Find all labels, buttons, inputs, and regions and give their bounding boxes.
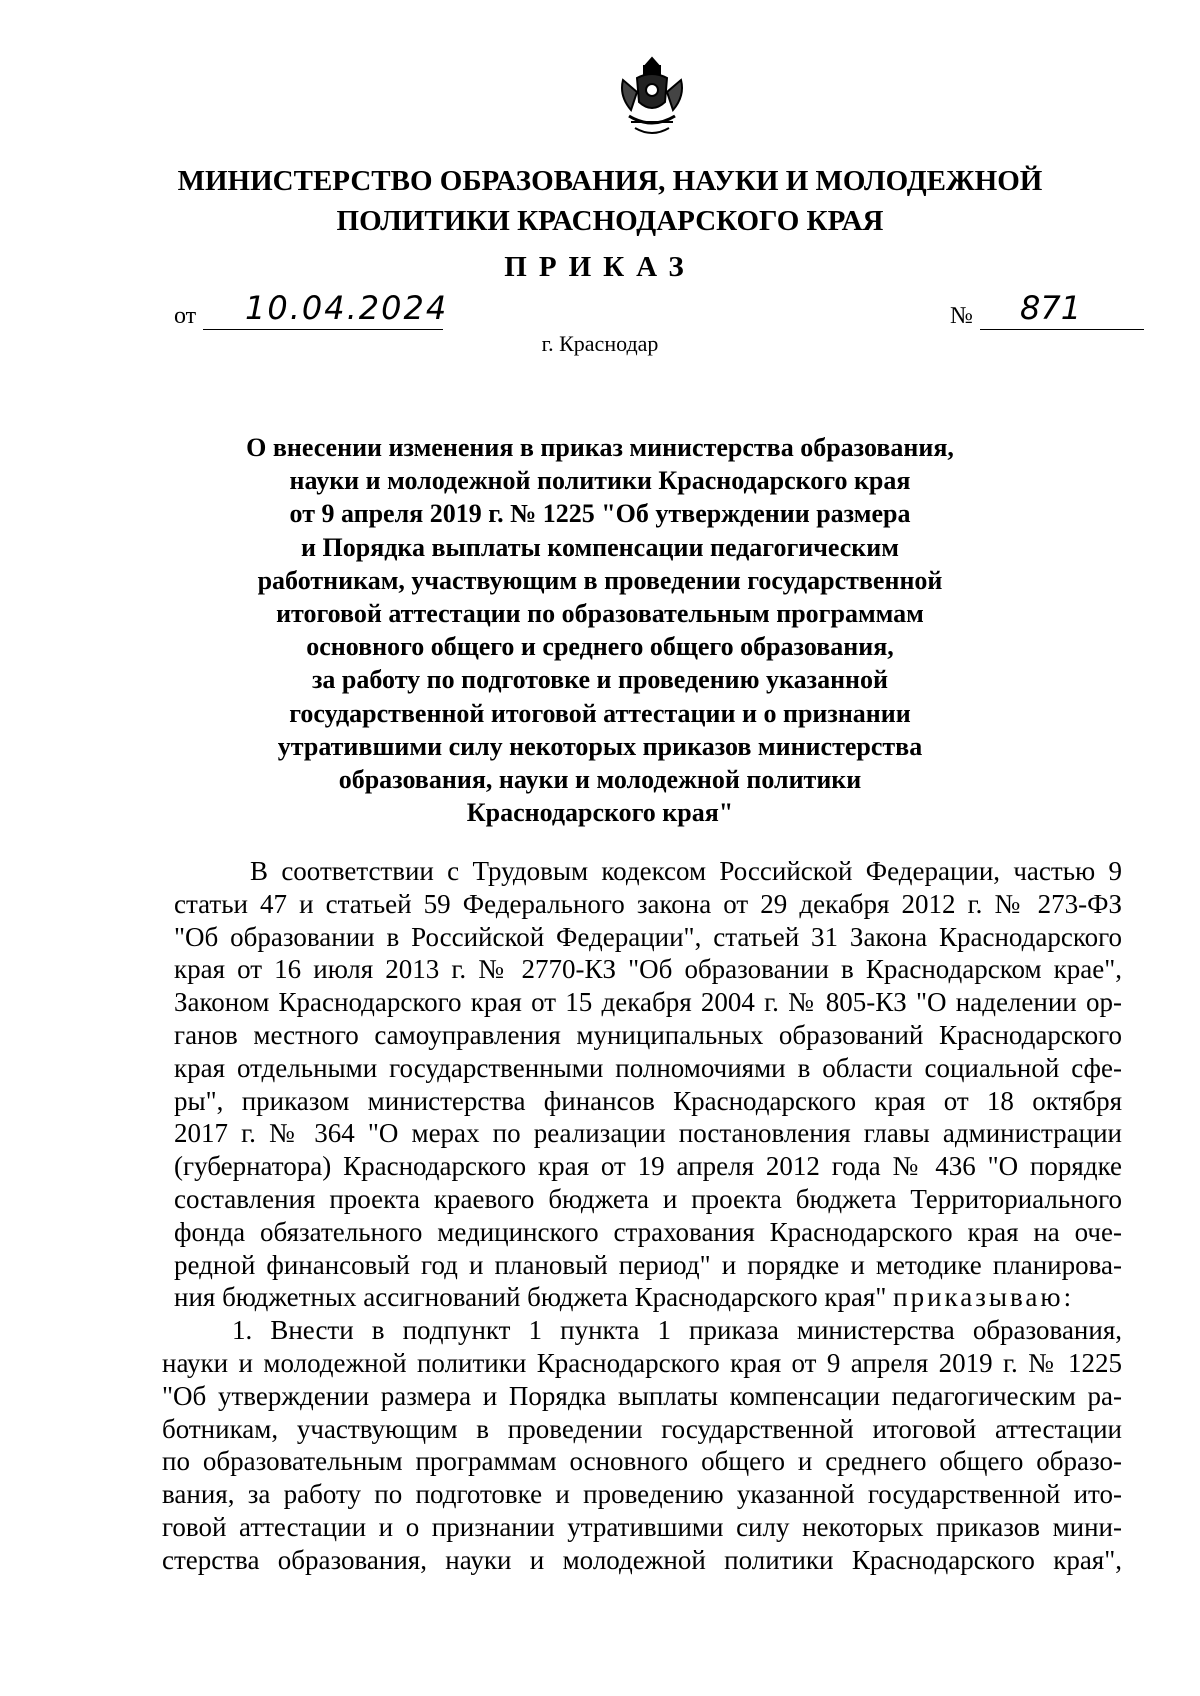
body-line: вания, за работу по подготовке и проведению указанной государственной ито-	[162, 1479, 1122, 1510]
body-line: 2017 г. № 364 "О мерах по реализации постановления главы администрации	[174, 1118, 1122, 1149]
body-line: Законом Краснодарского края от 15 декабря 2004 г. № 805-КЗ "О наделении ор-	[174, 987, 1122, 1018]
body-line: науки и молодежной политики Краснодарского края от 9 апреля 2019 г. № 1225	[162, 1347, 1122, 1378]
body-line: "Об образовании в Российской Федерации", статьей 31 Закона Краснодарского	[174, 921, 1122, 952]
body-line: ботникам, участвующим в проведении государственной итоговой аттестации	[162, 1413, 1122, 1444]
ministry-name-line-2: ПОЛИТИКИ КРАСНОДАРСКОГО КРАЯ	[336, 205, 884, 237]
body-line: фонда обязательного медицинского страхования Краснодарского края на оче-	[174, 1216, 1122, 1247]
handwritten-number: 871	[1020, 289, 1082, 327]
body-line: края от 16 июля 2013 г. № 2770-КЗ "Об образовании в Краснодарском крае",	[174, 954, 1122, 985]
date-underline	[203, 329, 443, 330]
command-word: приказываю:	[893, 1282, 1075, 1313]
body-line: стерства образования, науки и молодежной политики Краснодарского края",	[162, 1544, 1122, 1575]
title-line: работникам, участвующим в проведении государственной	[257, 565, 943, 595]
title-line: Краснодарского края"	[466, 798, 734, 828]
title-line: государственной итоговой аттестации и о признании	[289, 698, 911, 728]
body-line	[174, 1281, 1122, 1314]
number-underline	[980, 329, 1144, 330]
body-line: редной финансовый год и плановый период" и порядке и методике планирова-	[174, 1249, 1122, 1280]
body-line: составления проекта краевого бюджета и проекта бюджета Территориального	[174, 1183, 1122, 1214]
title-line: утратившими силу некоторых приказов министерства	[277, 731, 923, 761]
title-line: основного общего и среднего общего образования,	[306, 632, 894, 662]
body-line: статьи 47 и статьей 59 Федерального закона от 29 декабря 2012 г. № 273-ФЗ	[174, 888, 1122, 919]
coat-of-arms-emblem	[615, 56, 689, 146]
order-body	[0, 855, 1200, 1577]
ministry-name-line-1: МИНИСТЕРСТВО ОБРАЗОВАНИЯ, НАУКИ И МОЛОДЕЖНОЙ	[177, 165, 1043, 197]
body-line: 1. Внести в подпункт 1 пункта 1 приказа министерства образования,	[232, 1315, 1122, 1346]
date-label: от	[174, 303, 197, 329]
title-line: от 9 апреля 2019 г. № 1225 "Об утверждении размера	[289, 499, 911, 529]
title-line: О внесении изменения в приказ министерства образования,	[246, 433, 954, 462]
body-line: края отдельными государственными полномочиями в области социальной сфе-	[174, 1052, 1122, 1083]
document-type: ПРИКАЗ	[504, 251, 696, 283]
title-line: итоговой аттестации по образовательным программам	[276, 599, 924, 629]
title-line: и Порядка выплаты компенсации педагогическим	[301, 532, 899, 562]
title-line: науки и молодежной политики Краснодарского края	[289, 466, 911, 496]
body-line-text: ния бюджетных ассигнований бюджета Краснодарского края"	[174, 1282, 887, 1313]
city: г. Краснодар	[541, 331, 659, 356]
title-line: образования, науки и молодежной политики	[338, 765, 862, 795]
body-line: ганов местного самоуправления муниципальных образований Краснодарского	[174, 1019, 1122, 1050]
title-line: за работу по подготовке и проведению указанной	[311, 665, 889, 695]
body-line: В соответствии с Трудовым кодексом Российской Федерации, частью 9	[250, 856, 1122, 886]
order-title	[200, 431, 1000, 829]
handwritten-date: 10.04.2024	[245, 289, 449, 327]
body-line: "Об утверждении размера и Порядка выплаты компенсации педагогическим ра-	[162, 1380, 1122, 1411]
body-line: говой аттестации и о признании утратившими силу некоторых приказов мини-	[162, 1511, 1122, 1542]
number-label: №	[950, 303, 973, 329]
body-line: ры", приказом министерства финансов Краснодарского края от 18 октября	[174, 1085, 1122, 1116]
body-line: (губернатора) Краснодарского края от 19 апреля 2012 года № 436 "О порядке	[174, 1151, 1122, 1182]
body-line: по образовательным программам основного общего и среднего общего образо-	[162, 1446, 1122, 1477]
